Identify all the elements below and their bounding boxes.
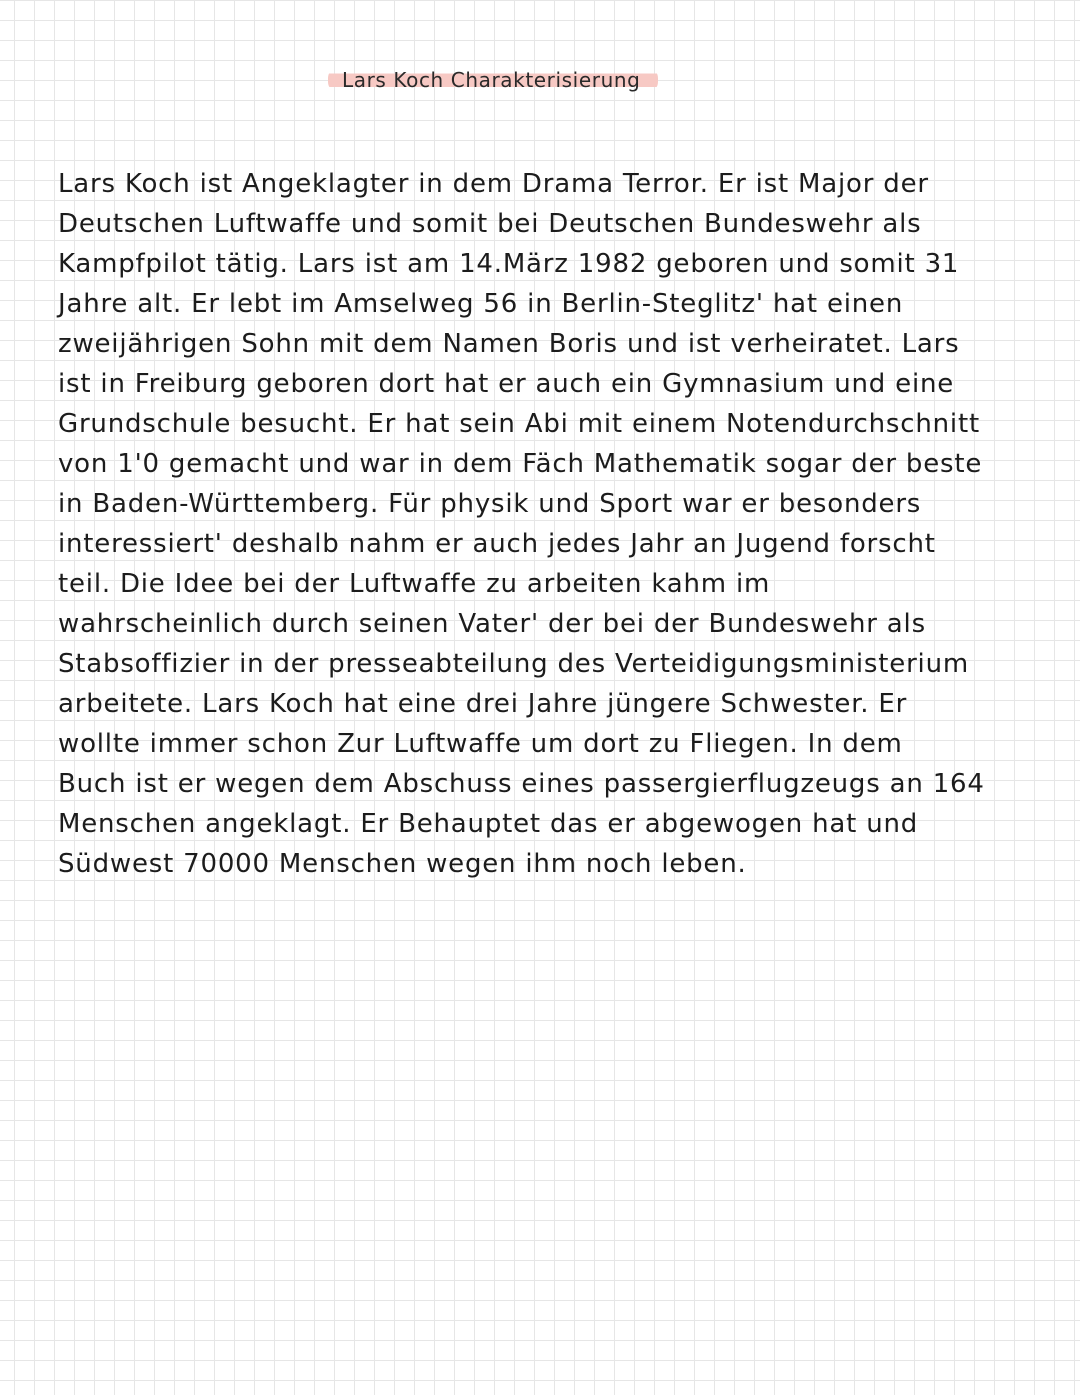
text-line: Stabsoffizier in der presseabteilung des Verteidigungsministerium bbox=[58, 649, 969, 679]
page-title: Lars Koch Charakterisierung bbox=[328, 68, 658, 92]
text-line: Jahre alt. Er lebt im Amselweg 56 in Berlin-Steglitz' hat einen bbox=[58, 289, 904, 319]
text-line: arbeitete. Lars Koch hat eine drei Jahre jüngere Schwester. Er bbox=[58, 689, 908, 719]
text-line: Deutschen Luftwaffe und somit bei Deutschen Bundeswehr als bbox=[58, 209, 922, 239]
text-line: zweijährigen Sohn mit dem Namen Boris und ist verheiratet. Lars bbox=[58, 329, 960, 359]
text-line: Buch ist er wegen dem Abschuss eines passergierflugzeugs an 164 bbox=[58, 769, 985, 799]
text-line: teil. Die Idee bei der Luftwaffe zu arbeiten kahm im bbox=[58, 569, 771, 599]
text-line: Grundschule besucht. Er hat sein Abi mit einem Notendurchschnitt bbox=[58, 409, 980, 439]
text-line: von 1'0 gemacht und war in dem Fäch Mathematik sogar der beste bbox=[58, 449, 983, 479]
text-line: interessiert' deshalb nahm er auch jedes Jahr an Jugend forscht bbox=[58, 529, 936, 559]
text-line: Menschen angeklagt. Er Behauptet das er abgewogen hat und bbox=[58, 809, 919, 839]
text-line: ist in Freiburg geboren dort hat er auch ein Gymnasium und eine bbox=[58, 369, 955, 399]
text-line: Kampfpilot tätig. Lars ist am 14.März 1982 geboren und somit 31 bbox=[58, 249, 960, 279]
text-line: in Baden-Württemberg. Für physik und Sport war er besonders bbox=[58, 489, 922, 519]
characterization-text bbox=[58, 164, 1058, 884]
text-line: wahrscheinlich durch seinen Vater' der bei der Bundeswehr als bbox=[58, 609, 926, 639]
text-line: Lars Koch ist Angeklagter in dem Drama Terror. Er ist Major der bbox=[58, 169, 929, 199]
text-line: Südwest 70000 Menschen wegen ihm noch leben. bbox=[58, 849, 747, 879]
text-line: wollte immer schon Zur Luftwaffe um dort zu Fliegen. In dem bbox=[58, 729, 903, 759]
